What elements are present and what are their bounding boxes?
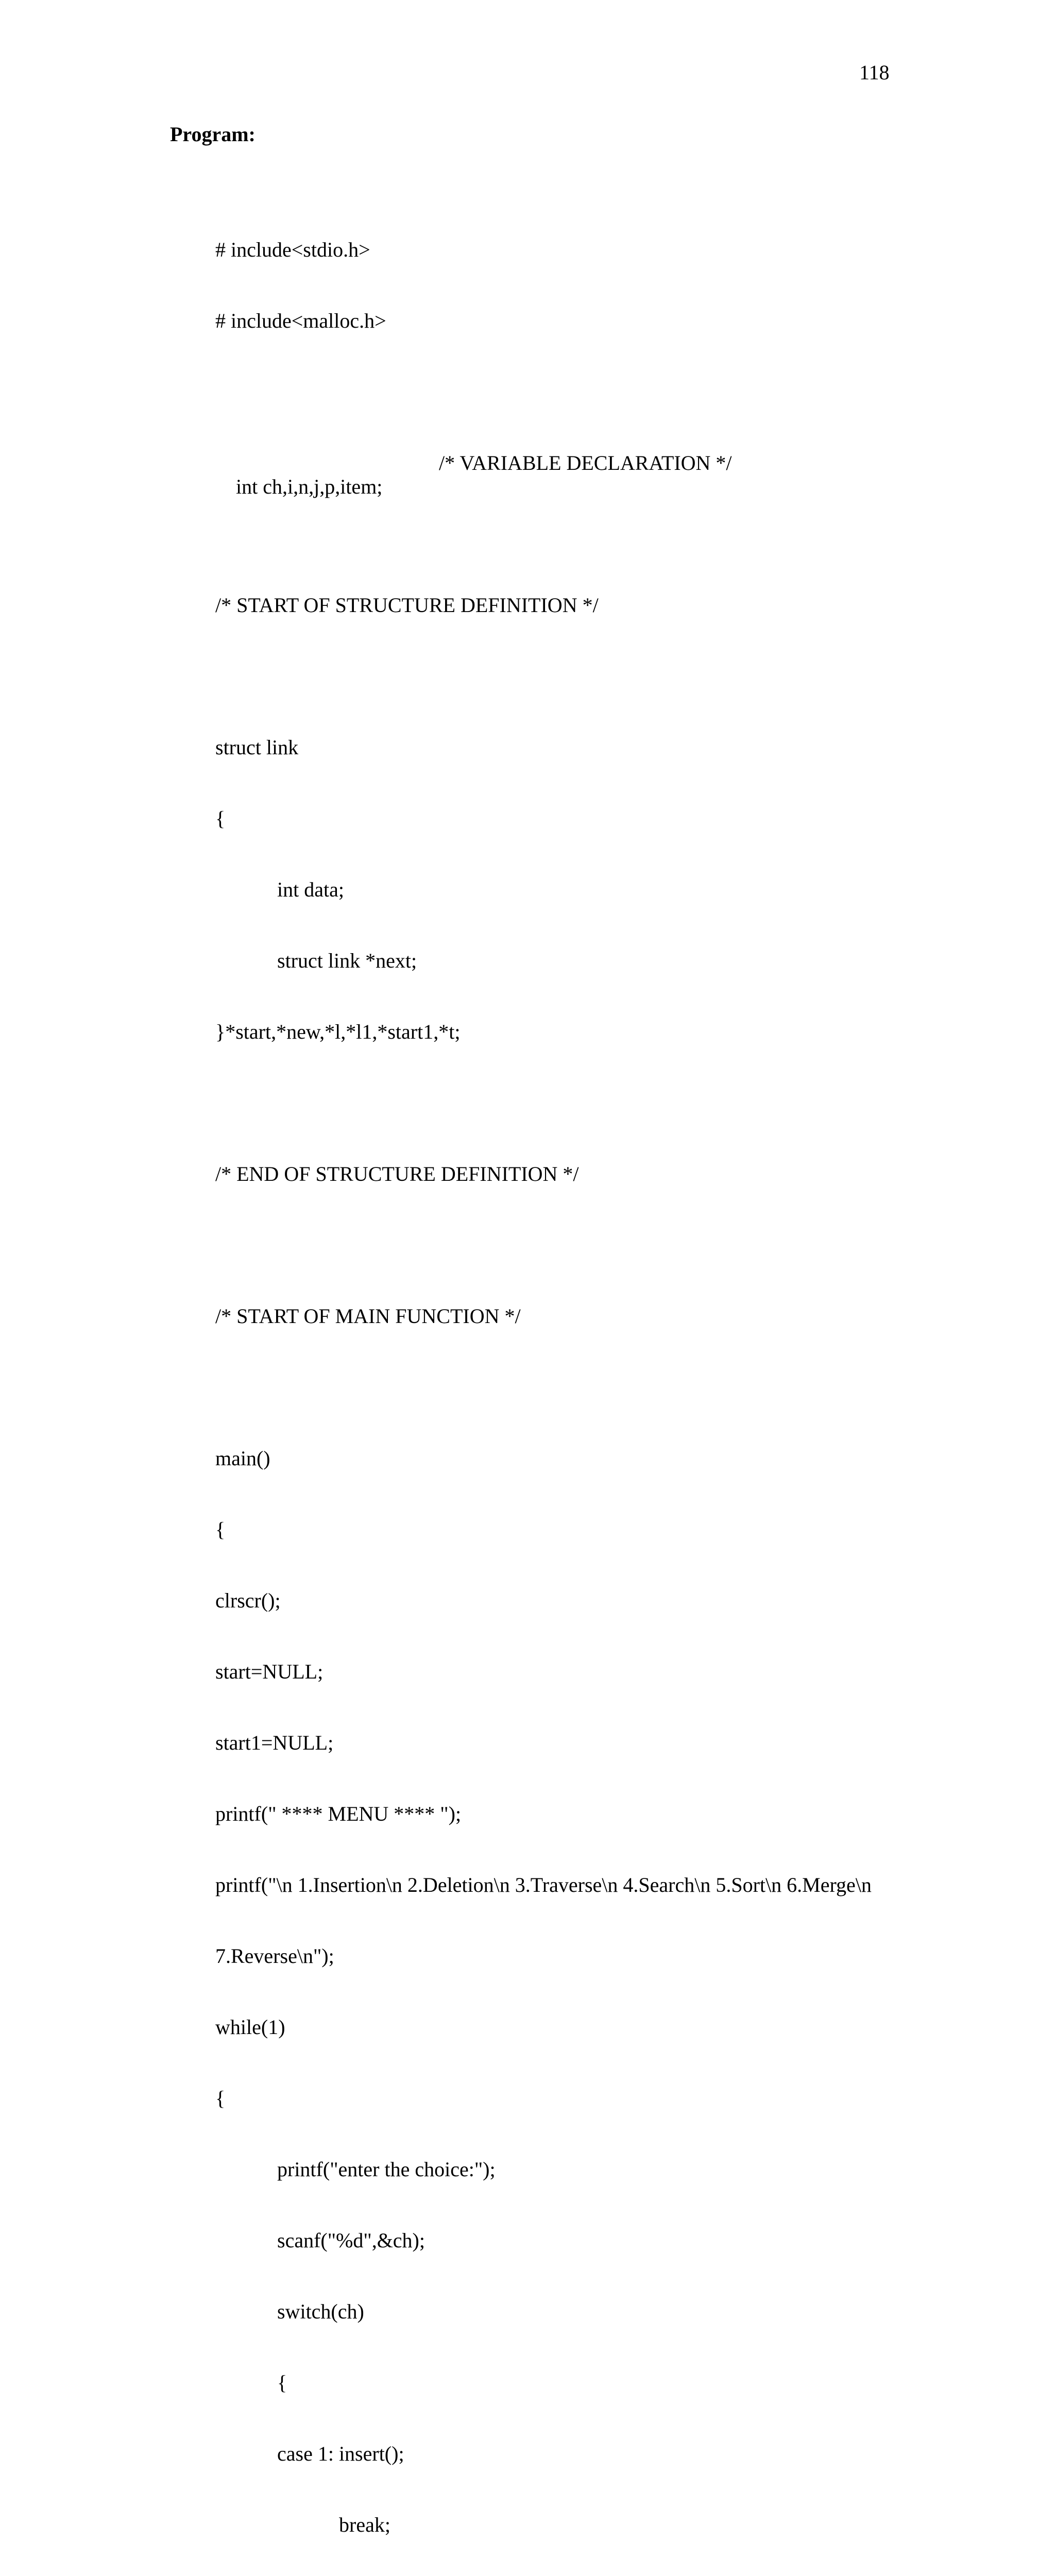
- code-line-printf-options-continued: 7.Reverse\n");: [215, 1944, 334, 1968]
- code-line-brace-open: {: [215, 2087, 226, 2110]
- page-number: 118: [859, 61, 890, 84]
- blank-line: [215, 1376, 872, 1399]
- code-line-brace-open: {: [277, 2371, 287, 2394]
- code-line-structure-end-comment: /* END OF STRUCTURE DEFINITION */: [215, 1162, 579, 1185]
- code-line-struct-head: struct link: [215, 736, 299, 759]
- blank-line: [215, 1091, 872, 1115]
- code-line-include-stdio: # include<stdio.h>: [215, 238, 370, 261]
- code-line-case-1: case 1: insert();: [277, 2442, 404, 2465]
- code-line-brace-open: {: [215, 1518, 226, 1541]
- code-line-field-data: int data;: [277, 878, 344, 901]
- code-line-start-null: start=NULL;: [215, 1660, 324, 1683]
- code-line-printf-options: printf("\n 1.Insertion\n 2.Deletion\n 3.Traverse\n 4.Search\n 5.Sort\n 6.Merge\n: [215, 1873, 872, 1896]
- code-line-printf-choice: printf("enter the choice:");: [277, 2158, 496, 2181]
- blank-line: [215, 1233, 872, 1257]
- code-line-brace-open: {: [215, 807, 226, 830]
- code-line-printf-menu: printf(" **** MENU **** ");: [215, 1802, 462, 1825]
- code-line-switch: switch(ch): [277, 2300, 364, 2323]
- blank-line: [215, 522, 872, 546]
- code-line-start1-null: start1=NULL;: [215, 1731, 334, 1754]
- code-line-clrscr: clrscr();: [215, 1589, 281, 1612]
- code-line-break: break;: [339, 2513, 390, 2536]
- blank-line: [215, 380, 872, 404]
- code-line-structure-start-comment: /* START OF STRUCTURE DEFINITION */: [215, 594, 599, 617]
- code-line-while-loop: while(1): [215, 2015, 285, 2039]
- code-line-field-next: struct link *next;: [277, 949, 417, 972]
- code-line-include-malloc: # include<malloc.h>: [215, 309, 386, 332]
- code-listing: [215, 191, 872, 2576]
- code-line-struct-close: }*start,*new,*l,*l1,*start1,*t;: [215, 1020, 461, 1043]
- blank-line: [215, 665, 872, 688]
- code-line-scanf-choice: scanf("%d",&ch);: [277, 2229, 425, 2252]
- code-line-variable-declaration: [215, 451, 872, 498]
- code-line-main-start-comment: /* START OF MAIN FUNCTION */: [215, 1304, 521, 1328]
- variable-declaration: int ch,i,n,j,p,item;: [236, 475, 383, 498]
- code-line-main-signature: main(): [215, 1447, 270, 1470]
- section-heading: Program:: [170, 123, 256, 146]
- variable-declaration-comment: /* VARIABLE DECLARATION */: [439, 451, 732, 474]
